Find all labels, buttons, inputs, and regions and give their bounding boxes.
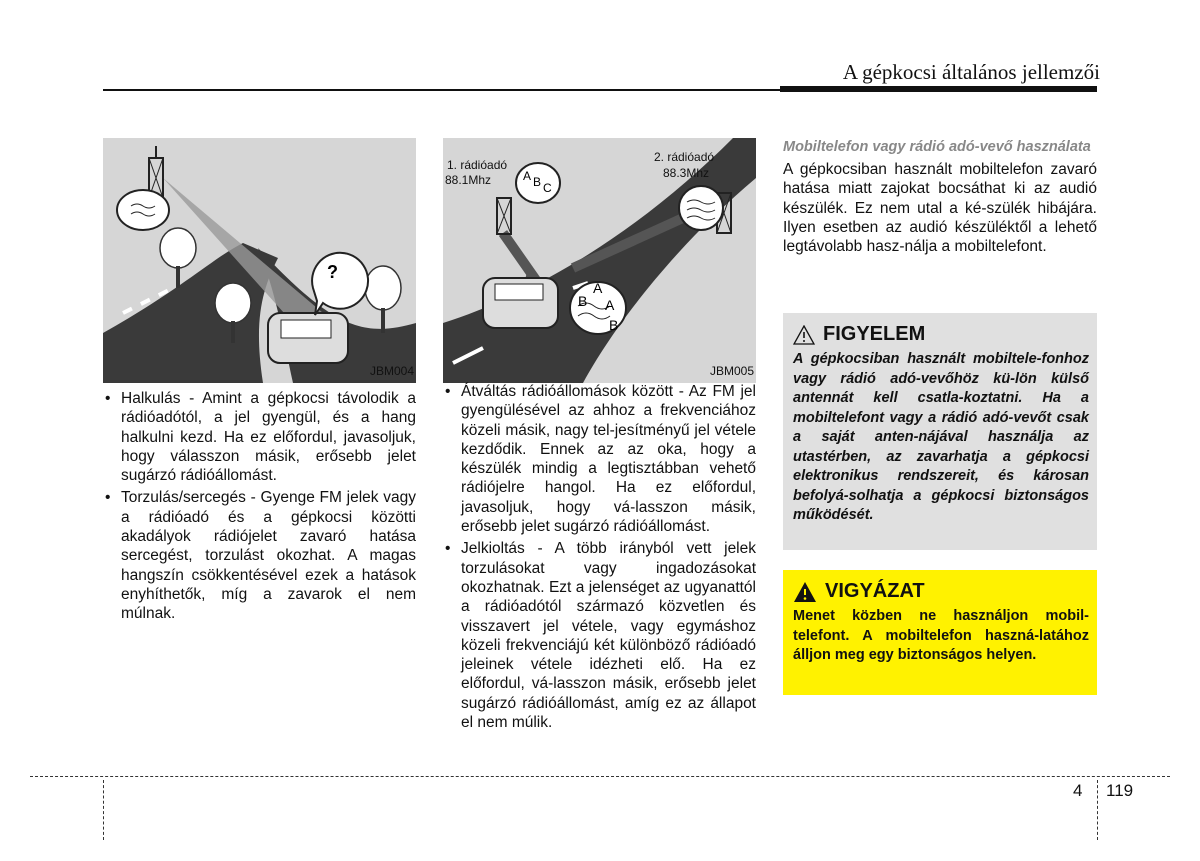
bubble-letter: B — [578, 293, 588, 309]
radio-tower-icon — [497, 198, 511, 234]
caution-box — [783, 313, 1097, 550]
bubble-letter: C — [543, 181, 552, 195]
station1-freq: 88.1Mhz — [445, 173, 492, 187]
figure-code: JBM004 — [369, 364, 414, 378]
warning-triangle-icon — [793, 325, 815, 345]
column-right-text — [783, 138, 1097, 256]
warning-body: Menet közben ne használjon mobil-telefont. A mobiltelefon haszná-latához álljon meg egy biztonságos helyen. — [793, 608, 1089, 663]
warning-triangle-icon — [793, 581, 817, 603]
caution-body: A gépkocsiban használt mobiltele-fonhoz vagy rádió adó-vevőhöz kü-lön külső antennát kell csatla-koztatni. Ha a mobiltelefont vagy a rádió adó-vevőt csak a saját anten-nájával használja az utastérben, az zavarhatja a gépkocsi elektronikus rendszereit, és károsan befolyá-solhatja a gépkocsi biztonságos működését. — [793, 351, 1089, 523]
warning-box — [783, 570, 1097, 695]
column-left-text — [103, 389, 416, 627]
bullet-multipath: • Jelkioltás - A több irányból vett jelek torzulásokat vagy ingadozásokat okozhatnak. Ezt a jelenséget az ugyanattól a rádióadótól származó közvetlen és visszavert jel vétele, vagy egymáshoz közeli frekvenciájú két különböző rádióadó jeleinek vétele idézheti elő. Ha ez előfordul, vá-lasszon másik, erősebb jelet sugárzó rádióállomást, amíg ez az állapot el nem múlik. — [443, 539, 756, 732]
car-icon — [483, 278, 558, 328]
station2-label: 2. rádióadó — [654, 150, 715, 164]
switching-illustration — [443, 138, 756, 383]
fading-illustration — [103, 138, 416, 383]
page-number: 119 — [1106, 781, 1134, 800]
warning-title: VIGYÁZAT — [825, 580, 925, 602]
bullet-fading: • Halkulás - Amint a gépkocsi távolodik a rádióadótól, a jel gyengül, és a hang halkulni kezd. Ha ez előfordul, javasoljuk, hogy válasszon másik, erősebb jelet sugárzó rádióállomást. — [103, 389, 416, 485]
bubble-letter: A — [523, 169, 532, 183]
question-mark: ? — [327, 262, 338, 282]
header-rule-accent — [780, 86, 1097, 92]
footer-dashed-mark-left — [103, 780, 104, 840]
caution-title: FIGYELEM — [823, 323, 926, 345]
station1-label: 1. rádióadó — [447, 158, 508, 172]
subheading: Mobiltelefon vagy rádió adó-vevő használata — [783, 139, 1091, 155]
section-title: A gépkocsi általános jellemzői — [842, 60, 1100, 84]
bubble-letter: B — [609, 317, 619, 333]
footer-dashed-rule — [30, 776, 1170, 777]
chapter-number: 4 — [1073, 781, 1083, 800]
footer-dashed-mark-right — [1097, 780, 1098, 840]
bubble-letter: A — [593, 280, 603, 296]
column-middle-text — [443, 382, 756, 735]
mobile-phone-paragraph: A gépkocsiban használt mobiltelefon zavaró hatása miatt zajokat bocsáthat ki az audió készülék. Ez nem utal a ké-szülék hibájára. Ilyen esetben az audió készüléktől a lehető legtávolabb hasz-nálja a mobiltelefont. — [783, 161, 1097, 256]
car-icon — [268, 313, 348, 363]
bullet-distortion: • Torzulás/sercegés - Gyenge FM jelek vagy a rádióadó és a gépkocsi közötti akadályok rádiójelet zavaró hatása sercegést, torzulást okozhat. A magas hangszín csökkentésével ezek a hatások enyhíthetők, míg a zavarok el nem múlnak. — [103, 488, 416, 623]
caution-heading — [793, 323, 1097, 346]
bullet-station-switching: • Átváltás rádióállomások között - Az FM jel gyengülésével az ahhoz a frekvenciához közeli másik, nagy tel-jesítményű jel vétele kezdődik. Ennek az az oka, hogy a készülék mindig a legtisztábban vehető rádiójelre hangol. Ha ez előfordul, javasoljuk, hogy vá-lasszon másik, erősebb jelet sugárzó rádióállomást. — [443, 382, 756, 536]
fading-illustration-svg — [103, 138, 416, 383]
figure-code: JBM005 — [709, 364, 754, 378]
station2-freq: 88.3Mhz — [663, 166, 710, 180]
bubble-letter: B — [533, 175, 542, 189]
warning-heading — [793, 580, 1097, 603]
bubble-letter: A — [605, 297, 615, 313]
